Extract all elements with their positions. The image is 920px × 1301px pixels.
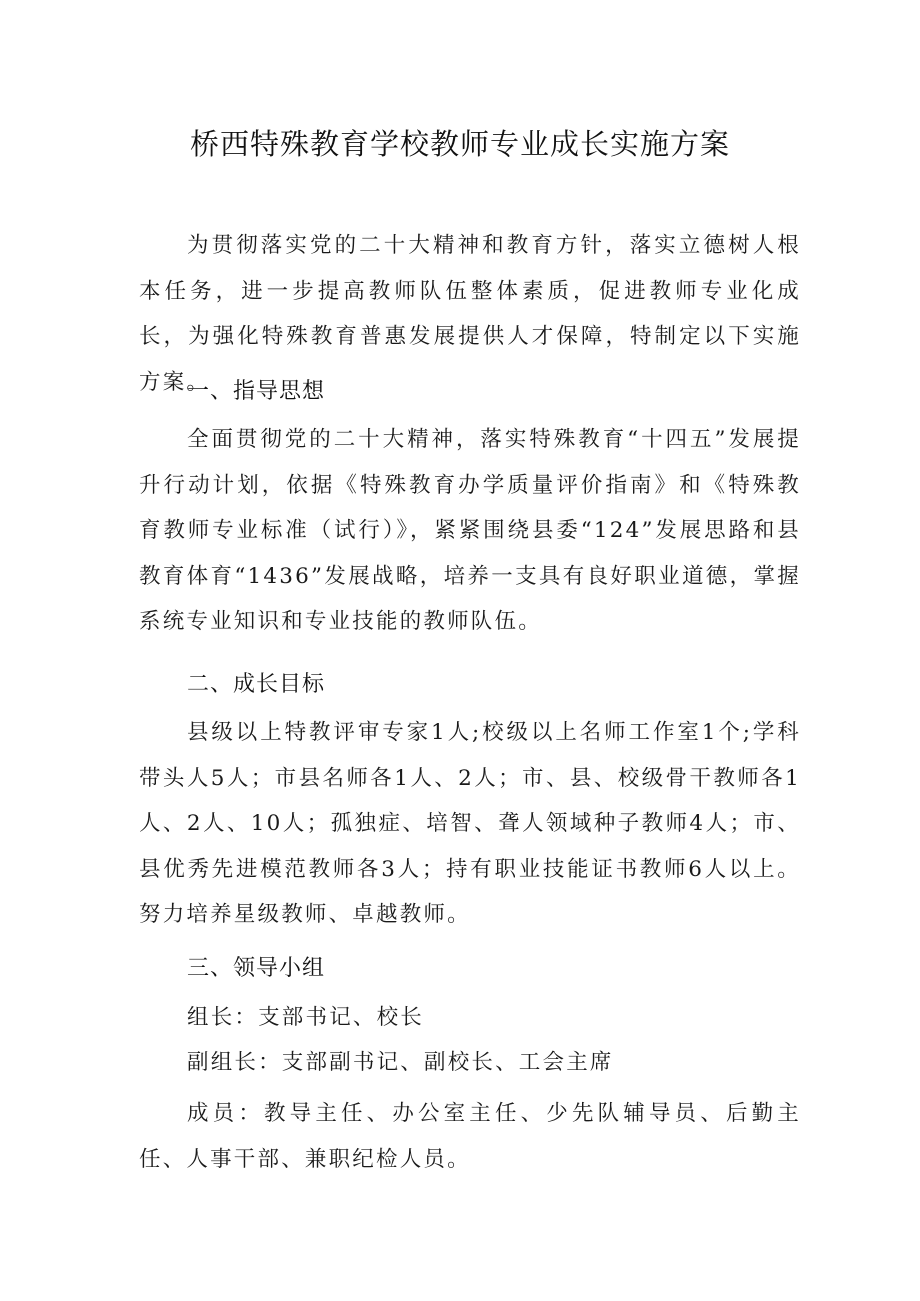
section-body-growth-goals: 县级以上特教评审专家1人;校级以上名师工作室1个;学科带头人5人；市县名师各1人、2人；市、县、校级骨干教师各1人、2人、10人；孤独症、培智、聋人领域种子教师4人；市、县优秀先进模范教师各3人；持有职业技能证书教师6人以上。努力培养星级教师、卓越教师。 [139,720,801,927]
intro-paragraph: 为贯彻落实党的二十大精神和教育方针，落实立德树人根本任务，进一步提高教师队伍整体素质，促进教师专业化成长，为强化特殊教育普惠发展提供人才保障，特制定以下实施方案。 [139,233,801,395]
section-heading-leadership-group: 三、领导小组 [187,956,326,981]
section-heading-guiding-ideology: 一、指导思想 [187,379,326,404]
section-heading-growth-goals: 二、成长目标 [187,672,326,697]
section-body-guiding-ideology: 全面贯彻党的二十大精神，落实特殊教育“十四五”发展提升行动计划，依据《特殊教育办学质量评价指南》和《特殊教育教师专业标准（试行）》，紧紧围绕县委“124”发展思路和县教育体育“1436”发展战略，培养一支具有良好职业道德，掌握系统专业知识和专业技能的教师队伍。 [139,427,801,634]
leadership-leader: 组长：支部书记、校长 [187,1005,425,1030]
leadership-members: 成员：教导主任、办公室主任、少先队辅导员、后勤主任、人事干部、兼职纪检人员。 [139,1101,801,1172]
leadership-deputy: 副组长：支部副书记、副校长、工会主席 [187,1050,614,1075]
document-title: 桥西特殊教育学校教师专业成长实施方案 [189,127,730,161]
